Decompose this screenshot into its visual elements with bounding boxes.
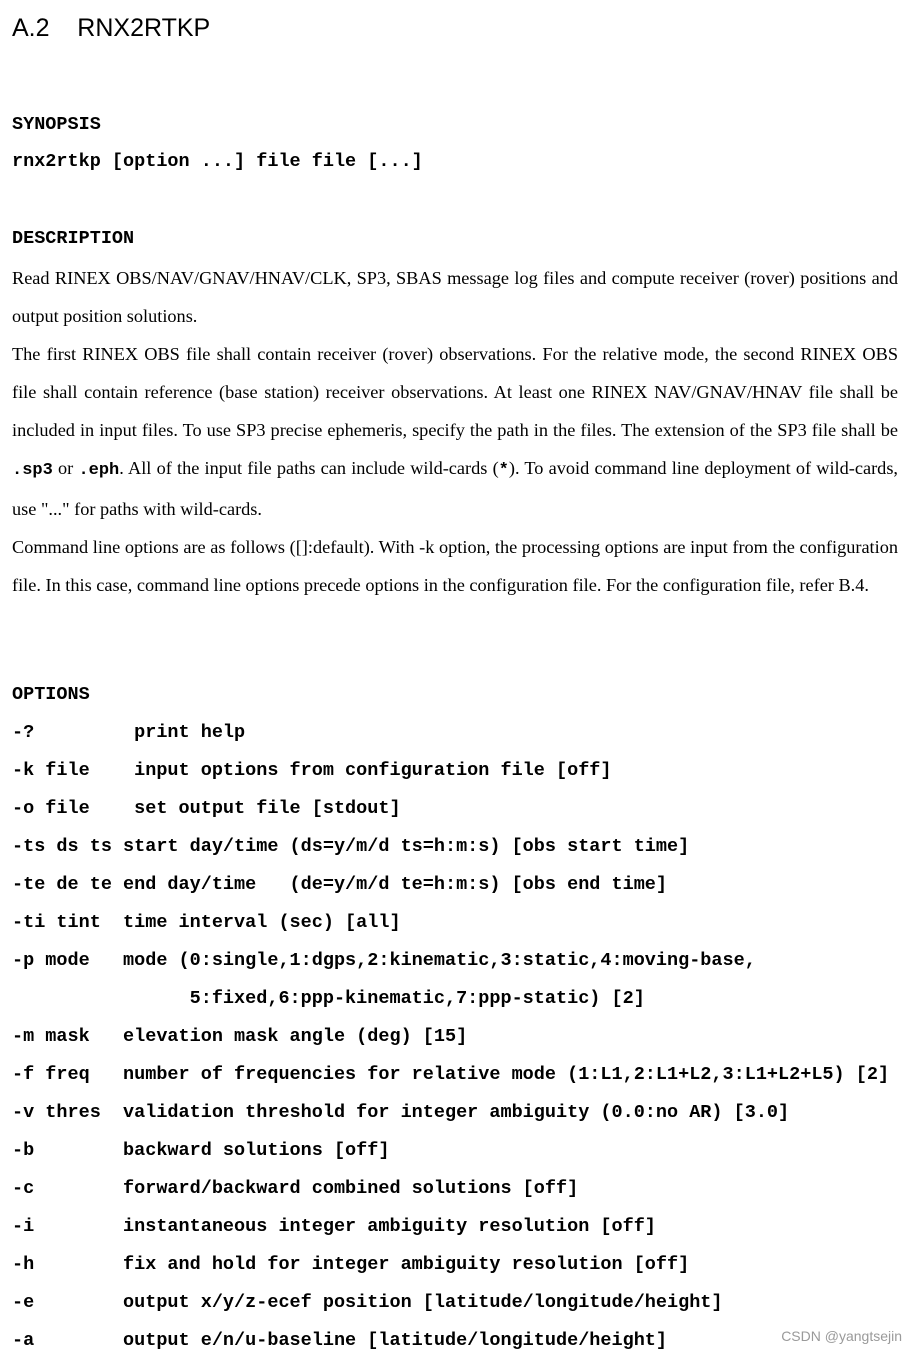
- text: . All of the input file paths can include wild-cards (: [119, 458, 499, 478]
- description-paragraph-1: Read RINEX OBS/NAV/GNAV/HNAV/CLK, SP3, SBAS message log files and compute receiver (rover) positions and output position solutions.: [12, 268, 898, 326]
- text: or: [52, 458, 79, 478]
- option-line: -i instantaneous integer ambiguity resolution [off]: [12, 1216, 656, 1237]
- option-line: -k file input options from configuration file [off]: [12, 760, 612, 781]
- text: ). To avoid command line deployment of wild-cards, use "..." for paths with wild-cards.: [12, 458, 898, 519]
- option-line: -p mode mode (0:single,1:dgps,2:kinematic,3:static,4:moving-base,: [12, 950, 756, 971]
- sp3-extension: .sp3: [12, 461, 53, 480]
- section-title: A.2 RNX2RTKP: [12, 14, 211, 42]
- wildcard-symbol: *: [498, 461, 509, 480]
- option-line: -h fix and hold for integer ambiguity resolution [off]: [12, 1254, 690, 1275]
- option-line: -a output e/n/u-baseline [latitude/longitude/height]: [12, 1330, 668, 1351]
- option-line: -te de te end day/time (de=y/m/d te=h:m:s) [obs end time]: [12, 874, 668, 895]
- description-heading: DESCRIPTION: [12, 228, 135, 249]
- synopsis-heading: SYNOPSIS: [12, 114, 101, 135]
- option-line: -b backward solutions [off]: [12, 1140, 390, 1161]
- options-heading: OPTIONS: [12, 684, 90, 705]
- synopsis-usage: rnx2rtkp [option ...] file file [...]: [12, 151, 423, 172]
- option-line: -o file set output file [stdout]: [12, 798, 401, 819]
- option-line: -c forward/backward combined solutions [off]: [12, 1178, 579, 1199]
- text: The first RINEX OBS file shall contain receiver (rover) observations. For the relative mode, the second RINEX OBS file shall contain reference (base station) receiver observations. At least one RINEX NAV/GNAV/HNAV file shall be included in input files. To use SP3 precise ephemeris, specify the path in the files. The extension of the SP3 file shall be: [12, 344, 898, 440]
- option-line: -f freq number of frequencies for relative mode (1:L1,2:L1+L2,3:L1+L2+L5) [2]: [12, 1064, 890, 1085]
- description-body: [12, 259, 898, 604]
- option-line: -ti tint time interval (sec) [all]: [12, 912, 401, 933]
- option-line: -m mask elevation mask angle (deg) [15]: [12, 1026, 468, 1047]
- watermark: CSDN @yangtsejin: [781, 1328, 902, 1344]
- option-line: 5:fixed,6:ppp-kinematic,7:ppp-static) [2]: [12, 988, 645, 1009]
- eph-extension: .eph: [78, 461, 120, 480]
- option-line: -? print help: [12, 722, 246, 743]
- option-line: -ts ds ts start day/time (ds=y/m/d ts=h:m:s) [obs start time]: [12, 836, 690, 857]
- description-paragraph-3: Command line options are as follows ([]:default). With -k option, the processing options are input from the configuration file. In this case, command line options precede options in the configuration file. For the configuration file, refer B.4.: [12, 537, 898, 595]
- option-line: -v thres validation threshold for integer ambiguity (0.0:no AR) [3.0]: [12, 1102, 790, 1123]
- description-paragraph-2: [12, 335, 898, 528]
- option-line: -e output x/y/z-ecef position [latitude/longitude/height]: [12, 1292, 723, 1313]
